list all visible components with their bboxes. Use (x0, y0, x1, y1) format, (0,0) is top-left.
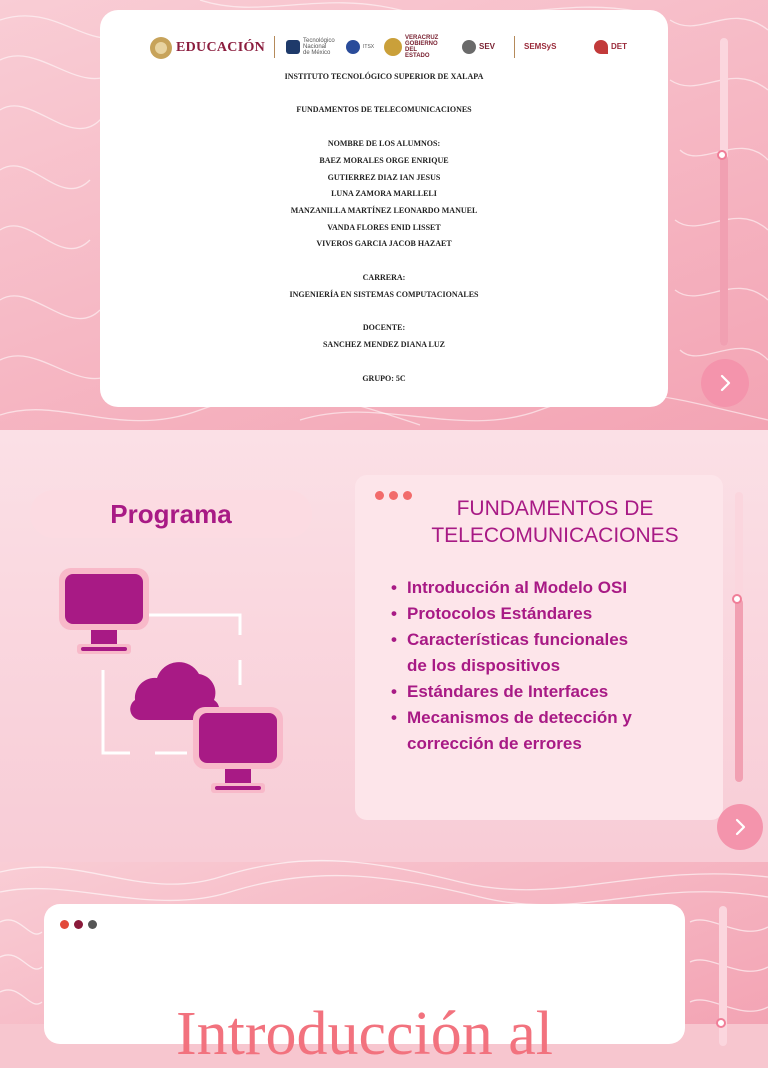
topic-item: • Introducción al Modelo OSI (407, 575, 737, 601)
intro-card (44, 904, 685, 1068)
topic-item: • Estándares de Interfaces (407, 679, 737, 705)
program-title-pill: Programa (30, 490, 312, 538)
tecnm-logo: Tecnológico Nacional de México (286, 38, 333, 56)
subject-name: FUNDAMENTOS DE TELECOMUNICACIONES (296, 105, 472, 114)
institution-name: INSTITUTO TECNOLÓGICO SUPERIOR DE XALAPA (284, 72, 484, 81)
tecnm-mark-icon (286, 40, 300, 54)
next-slide-button[interactable] (701, 359, 749, 407)
dot-icon (60, 920, 69, 929)
sev-mark-icon (462, 40, 476, 54)
sev-logo: SEV (462, 38, 495, 56)
dot-icon (375, 491, 384, 500)
next-slide-button[interactable] (717, 804, 763, 850)
educacion-logo (150, 36, 265, 60)
computer-icon (193, 707, 283, 793)
chevron-right-icon (730, 817, 750, 837)
career-label: CARRERA: (362, 273, 406, 282)
scrollbar-handle[interactable] (716, 1018, 726, 1028)
topic-item: • Protocolos Estándares (407, 601, 737, 627)
student-name: BAEZ MORALES ORGE ENRIQUE (319, 156, 449, 165)
slide-scrollbar[interactable] (720, 38, 728, 346)
topic-item: • Mecanismos de detección y corrección de errores (407, 705, 737, 757)
itsx-shield-icon (346, 40, 360, 54)
logo-bar (150, 32, 640, 62)
logo-divider (514, 36, 515, 58)
teacher-label: DOCENTE: (362, 323, 406, 332)
network-illustration (55, 565, 295, 805)
student-name: MANZANILLA MARTÍNEZ LEONARDO MANUEL (290, 206, 478, 215)
itsx-logo: ITSX (346, 38, 374, 56)
group-label: GRUPO: 5C (362, 374, 406, 383)
semsys-logo: SEMSyS (524, 42, 557, 51)
student-name: VANDA FLORES ENID LISSET (327, 223, 441, 232)
chevron-right-icon (715, 373, 735, 393)
topic-item: • Características funcionales de los dispositivos (407, 627, 737, 679)
educacion-logo-text: EDUCACIÓN (176, 40, 266, 55)
dot-icon (88, 920, 97, 929)
veracruz-shield-icon (384, 38, 402, 56)
scrollbar-fill (720, 155, 728, 346)
computer-icon (59, 568, 149, 654)
seal-icon (150, 37, 172, 59)
teacher-name: SANCHEZ MENDEZ DIANA LUZ (322, 340, 446, 349)
scrollbar-fill (735, 599, 743, 782)
document-card (100, 10, 668, 407)
program-content-card (355, 475, 723, 820)
intro-title: Introducción al (175, 1000, 554, 1068)
career-name: INGENIERÍA EN SISTEMAS COMPUTACIONALES (289, 290, 479, 299)
intro-slide (0, 862, 768, 1068)
slide-scrollbar[interactable] (719, 906, 727, 1046)
logo-divider (274, 36, 275, 58)
student-name: VIVEROS GARCIA JACOB HAZAET (316, 239, 452, 248)
program-slide (0, 430, 768, 862)
det-logo: DET (594, 38, 627, 56)
program-card-title: FUNDAMENTOS DE TELECOMUNICACIONES (431, 497, 679, 547)
scrollbar-handle[interactable] (717, 150, 727, 160)
students-label: NOMBRE DE LOS ALUMNOS: (327, 139, 441, 148)
veracruz-logo: VERACRUZ GOBIERNO DEL ESTADO (384, 38, 439, 56)
window-dots (60, 920, 97, 929)
topic-list (385, 575, 737, 757)
title-slide (0, 0, 768, 430)
slide-scrollbar[interactable] (735, 492, 743, 782)
dot-icon (74, 920, 83, 929)
det-flower-icon (594, 40, 608, 54)
scrollbar-handle[interactable] (732, 594, 742, 604)
student-name: LUNA ZAMORA MARLLELI (331, 189, 437, 198)
student-name: GUTIERREZ DIAZ IAN JESUS (327, 173, 441, 182)
